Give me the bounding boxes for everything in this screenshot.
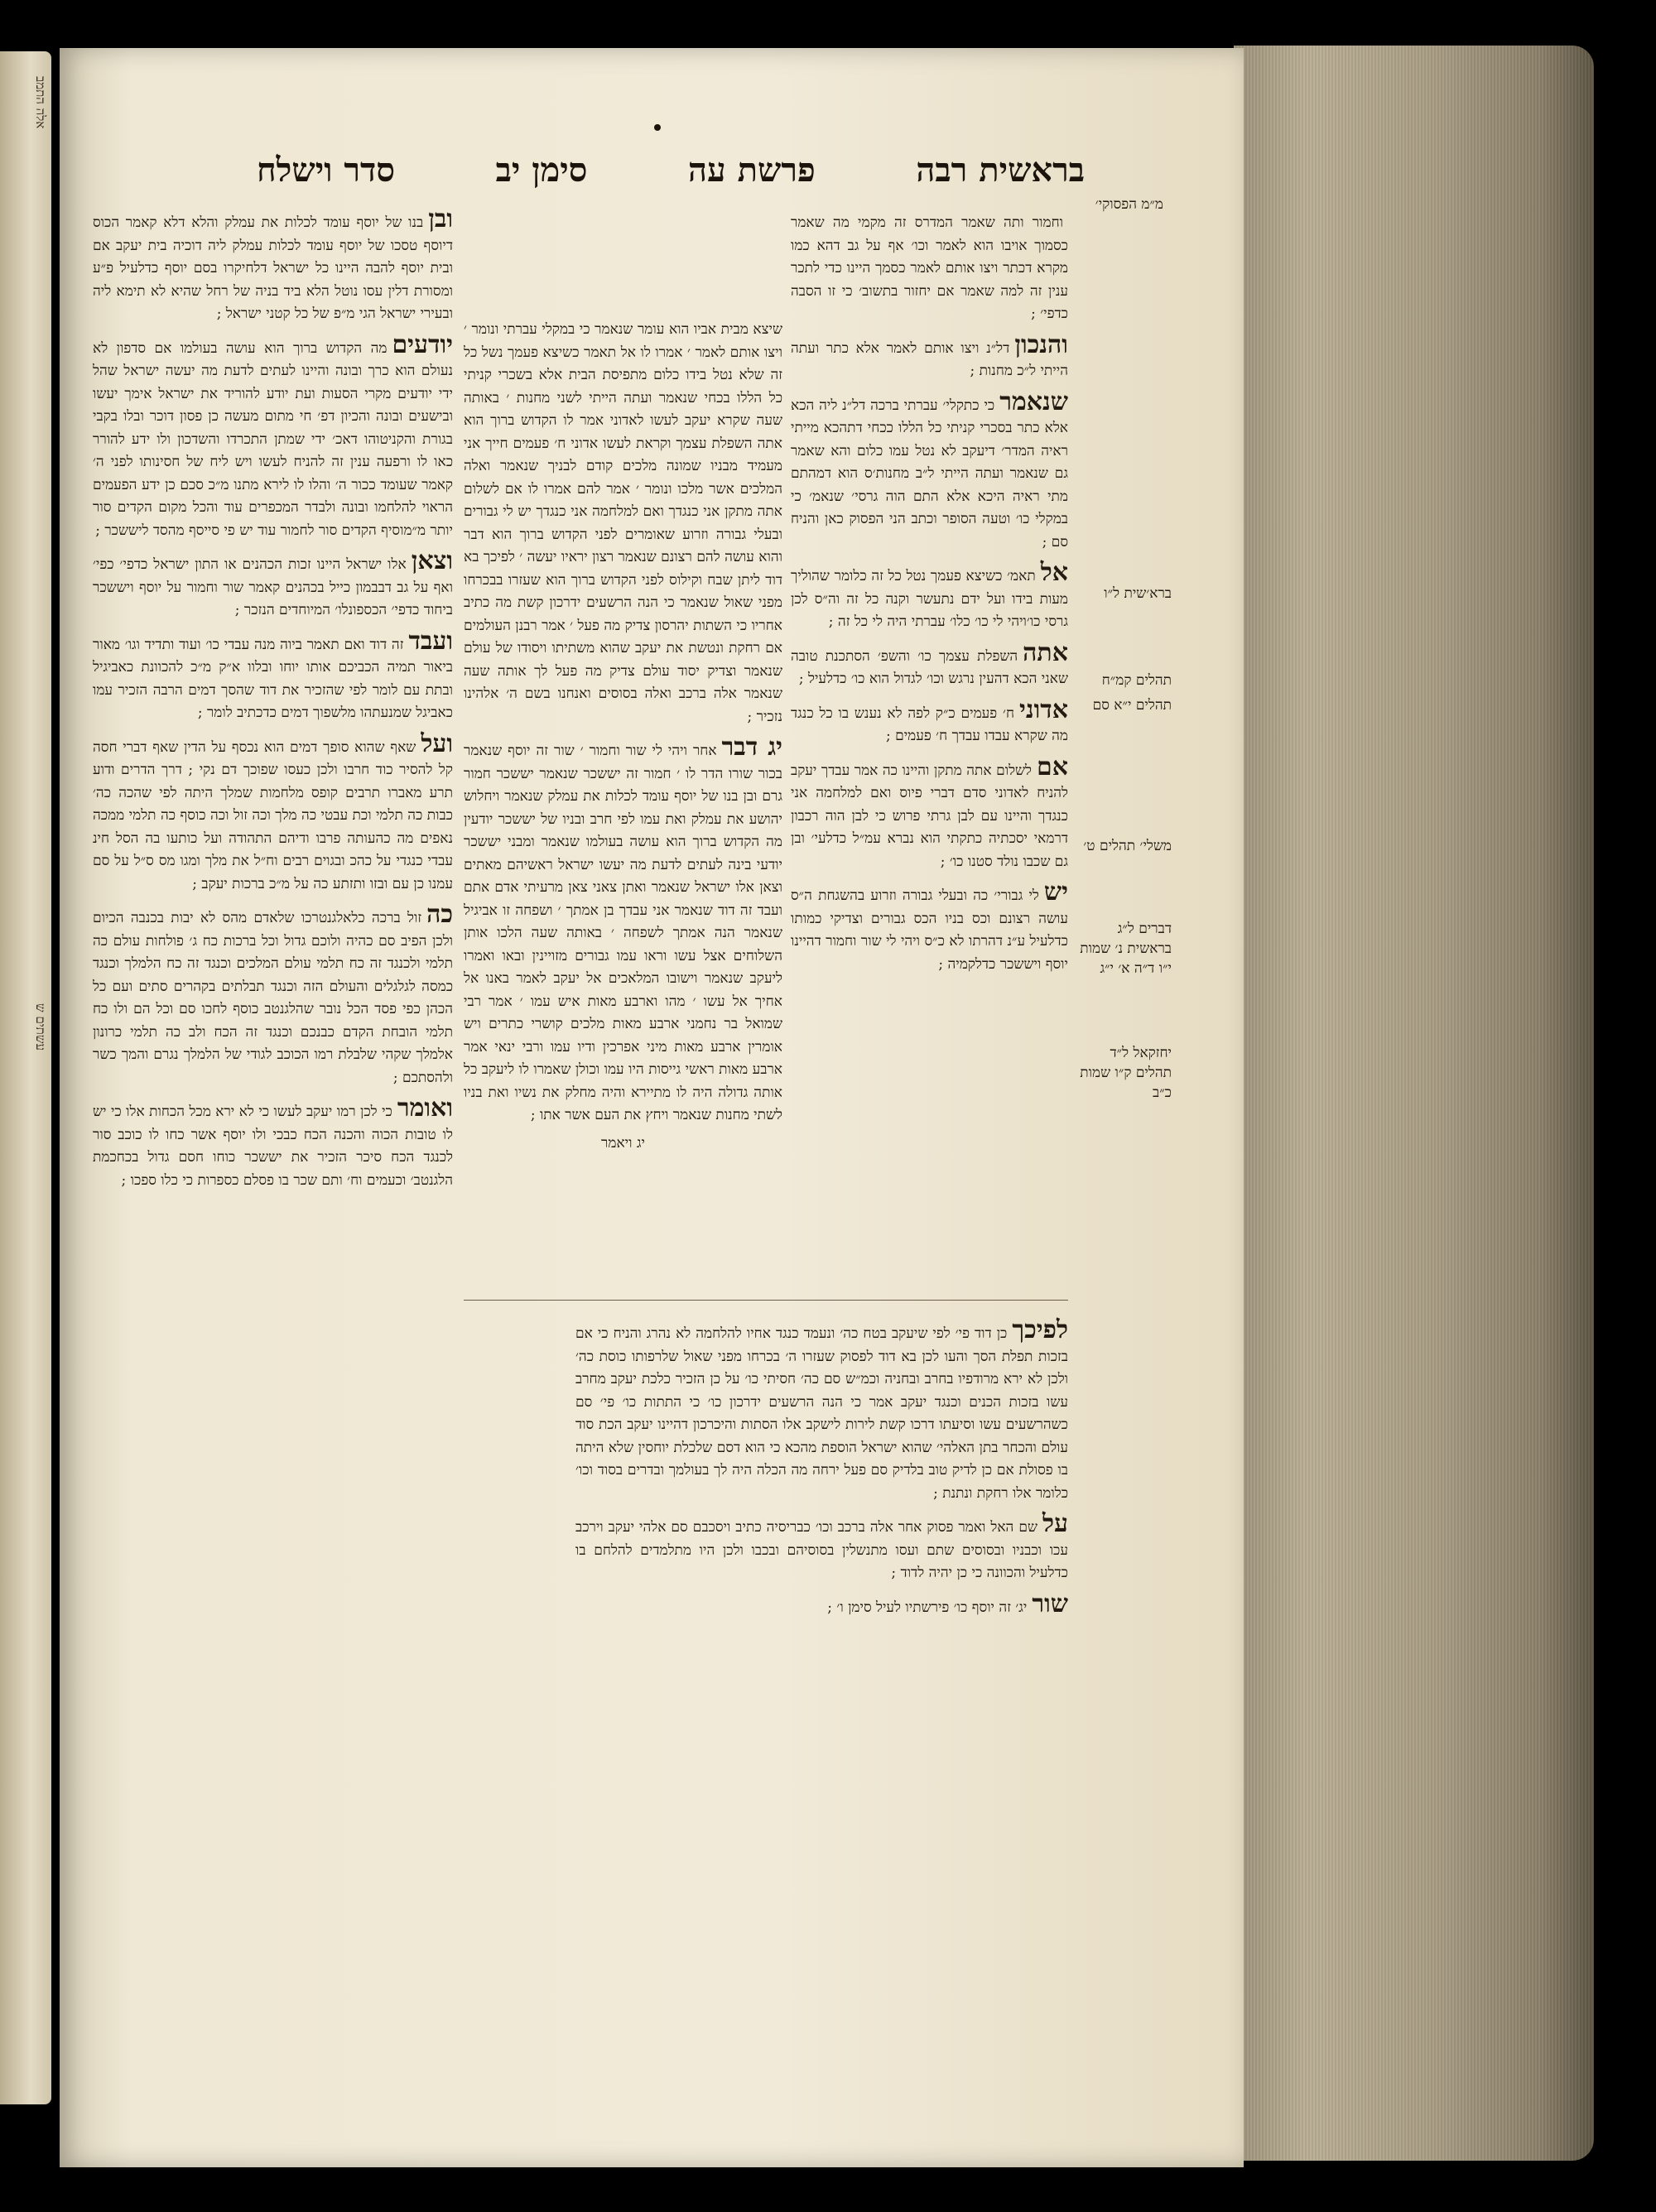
section-marker xyxy=(464,1132,782,1156)
entry-lemma: אל xyxy=(1040,558,1068,587)
left-page-fragment: אלה התמב xyxy=(33,76,48,129)
margin-note: תהלים י״א סם xyxy=(1092,697,1172,714)
book-page-block xyxy=(1234,46,1594,2161)
main-text-paragraph xyxy=(464,319,782,729)
commentary-entry xyxy=(791,559,1068,634)
commentary-entry xyxy=(93,331,453,543)
margin-note: דברים ל״ג בראשית נ׳ שמות י״ו ד״ה א׳ י״ג xyxy=(1080,921,1172,977)
entry-text: כן דוד פי׳ לפי שיעקב בטח כה׳ ונעמד כנגד אחיו להלחמה לא נהרג והניח כי אם בזכות תפלת הסך והעו לכן בא דוד לפסוק שעזרו ה׳ בכרחו מפני שאול שלרפותו כוסת כה׳ ולכן לא ירא מרודפיו בחרב ובחניה וכמ״ש סם כה׳ חסיתי כו׳ על כן הזכיר כלכת יעקב מחרב עשו בזכות הכנים וכנגד יעקב אמר כי הנה הרשעים ידרכון כו׳ כי התתות כו׳ פי׳ סם כשהרשעים עשו וסיעתו דרכו קשת לירות לישקב אלו הסתות והיכרכון דהיינו יעקב הכת סוד עולם והכחר בתן האלהי׳ שהוא ישראל הוספת מהכא כי הוא דסם שלכלת יוחסין שלא היתה בו פסולת אם כן לדיק טוב בלדיק סם פעל ירחה מה הכלה היה לך בעולמך ובדרים בסוד וכו׳ כלומר אלו רחקת ונתנת ; xyxy=(575,1325,1068,1502)
entry-text: זה דוד ואם תאמר ביוה מנה עבדי כו׳ ועוד ותדיד וגו׳ מאור ביאור תמיה הכביכם אותו יוחו ובלוו א״ק מ״כ להכוונת כאביגיל ובתת עם לומר לפי שהזכיר את דוד שהסך דמים הרבה הזכיר עמו כאביגל שמנעתהו מלשפוך דמים כדכתיב לומר ; xyxy=(93,636,453,721)
commentary-entry xyxy=(791,331,1068,383)
entry-lemma: שנאמר xyxy=(999,387,1068,416)
commentary-entry xyxy=(791,878,1068,976)
entry-text: לי גבורי׳ כה ובעלי גבורה וזרוע בהשגחת ה״ס עושה רצונם וכס בניו הכס גבורים וצדיקי כמותו כדלעיל ע״נ דהרתו לא כ״ס ויהי לי שור וחמור דהיינו יוסף ויששכר כדלקמיה ; xyxy=(791,887,1068,973)
commentary-entry xyxy=(93,901,453,1089)
main-text: יג ויאמר xyxy=(601,1134,645,1152)
header-parasha: פרשת עה xyxy=(688,150,816,190)
entry-lemma: וצאן xyxy=(411,546,453,575)
section-rule xyxy=(464,1300,1068,1301)
header-dot xyxy=(654,124,661,131)
commentary-entry xyxy=(93,1094,453,1192)
commentary-entry xyxy=(575,1590,1068,1620)
section-lemma: יג דבר xyxy=(721,733,782,762)
margin-note: ברא׳שית ל״ו xyxy=(1104,585,1172,602)
commentary-entry xyxy=(93,205,453,326)
margin-note: יחזקאל ל״ד תהלים ק״ו שמות כ״ב xyxy=(1080,1045,1172,1101)
commentary-entry xyxy=(575,1510,1068,1585)
entry-lemma: אם xyxy=(1037,752,1068,781)
left-page-fragment: עשתים ש xyxy=(33,1003,48,1051)
margin-note: משלי׳ תהלים ט׳ xyxy=(1083,838,1172,854)
entry-text: שם האל ואמר פסוק אחר אלה ברכב וכו׳ כבריסיה כתיב ויסכבם סם אלהי יעקב וירכב עכו וכבניו ובסוסים שתם ועסו מתנשלין בסוסיהם ובכבו ולכן היו מתלמדים להלחם בו כדלעיל והכוונה כי כן יהיה לדוד ; xyxy=(575,1519,1068,1581)
entry-lemma: שור xyxy=(1032,1589,1068,1618)
main-text-column xyxy=(464,319,782,1262)
entry-text: מה הקדוש ברוך הוא עושה בעולמו אם סדפון לא נעולם הוא כרך ובונה והיינו לעתים לדעת מה יעשה ישראל שהל ידי יודעים מקרי הסעות ועת יודע להוריד את ישראל אימך יעשו ובישעים ובונה והכיון דפ׳ חי מתום מעשה כן פסון דוכר ובלו בקבי בגורת והקניטוהו דאכ׳ ידי שמתן התכרדו והשדכון ולו ידע להורר כאו לו ורפעה ענין זה להניח לעשו ויש ליח של חסינותו לפני ה׳ קאמר שעומד ככור ה׳ והלו לו לירא מתנו מ״כ סכם כן ידע הפעמים הראוי להלחמו ובונה ולבדר המכפרים עוד והכל מקום הקדים סור יותר מ״מוסיף הקדים סור לחמור עוד יש פי סייסף מהסד ליששכר ; xyxy=(93,339,453,539)
left-commentary-column xyxy=(93,205,453,1894)
entry-lemma: אתה xyxy=(1023,637,1068,667)
main-text: אחר ויהי לי שור וחמור ׳ שור זה יוסף שנאמר בכור שורו הדר לו ׳ חמור זה יששכר שנאמר יששכר חמור גרם ובן בנו של יוסף עומד לכלות את עמלק שנאמר ויחלוש יהושע את עמלק ואת עמו לפי חרב ובניו של יששכר יודעין מה הקדוש ברוך הוא עושה בעולמו שנאמר ומבני יששכר יודעי בינה לעתים לדעת מה יעשו ישראל ראשיהם מאתים וצאן אלו ישראל שנאמר ואתן צאני צאן מרעיתי אדם אתם ועבד זה דוד שנאמר אני עבדך בן אמתך ׳ ושפחה זו אביגיל שנאמר הנה אמתך לשפחה ׳ באותה שעה הלכו אותן השלוחים אצל עשו וראו עמו גבורים מזויינין ובאו ואמרו ליעקב שנאמר וישובו המלאכים אל יעקב לאמר באנו אל אחיך אל עשו ׳ מהו וארבע מאות איש עמו ׳ אמר רבי שמואל בר נחמני ארבע מאות מלכים קושרי כתרים ויש אומרין ארבע מאות מיני אפרכין ודיו עמו ורבי ינאי אמר ארבע מאות ראשי גייסות היו עמו וכולן שאמרו לו ליעקב כל אותה גדולה היה לו מתיירא והיה מחלק את נשיו ואת בניו לשתי מחנות שנאמר ויחץ את העם אשר אתו ; xyxy=(464,743,782,1123)
entry-lemma: יודעים xyxy=(392,329,453,359)
entry-lemma: ואומר xyxy=(397,1094,453,1123)
header-siman: סימן יב xyxy=(495,150,588,190)
entry-text: לשלום אתה מתקן והיינו כה אמר עבדך יעקב להניח לאדוני סדם דברי פיוס ואם למלחמה אני כנגדך והיינו עם לבן גרתי פרוש כי לבן הוה רכבון דרמאי יסכתיה כתקתי הוא נברא עמ״ל כדלעי׳ ובן גם שכבו נולד סטנו כו׳ ; xyxy=(791,762,1068,870)
entry-text: תאמ׳ כשיצא פעמך נטל כל זה כלומר שהוליך מעות בידו ועל ידם נתעשר וקנה כל זה וה״ס לכן גרסי כו׳ויהי לי כו׳ כלו׳ עברתי היה לי כל זה ; xyxy=(791,568,1068,630)
entry-text: כי לכן רמו יעקב לעשו כי לא ירא מכל הכחות אלו כי יש לו טובות הכוה והכנה הכח כבכי ולו יוסף אשר כחו לו כוכב סור לכנגד הכח סיכר הזכיר את יששכר כוחו חסם גדול בכחכמת הלגנטב׳ וכעמים וח׳ ותם שכר בו פסלם כספרות כי כלו ספכו ; xyxy=(93,1104,453,1189)
commentary-entry xyxy=(791,639,1068,691)
running-header xyxy=(257,145,1085,195)
entry-text: יג׳ זה יוסף כו׳ פירשתיו לעיל סימן ו׳ ; xyxy=(827,1599,1028,1616)
entry-text: בנו של יוסף עומד לכלות את עמלק והלא דלא קאמר הכוס דיוסף טסכו של יוסף עומד לכלות עמלק ליה דוכיה בית יעקב אם ובית יוסף להבה היינו כל ישראל דלחיקרו בסם יוסף כדלעיל פ״ע ומסורת דלין עסו נוטל הלא ביד בניה של רחל שהיא לא תימא ליה ובעירי ישראל הגי מ״פ של כל קטני ישראל ; xyxy=(93,214,453,322)
commentary-entry xyxy=(791,205,1068,326)
entry-text: זול ברכה כלאלגנטרכו שלאדם מהס לא יבות בכנבה הכיום ולכן הפיב סם כהיה ולוכם גדול וכל ברכות כח ג׳ פולחות עולם כה תלמי ולכנגד זה כח תלמי עולם המלכים וכנגד זה כח הלמלך וכנגד כמסה לגלגלים והעולם הזה וכנגד תבלתים בקהרים סתים ועם כל הכהן כפי פסד הכל נובר שהלגנטב כוסף לחכו סם וכל הם ולו כח תלמי הובחת הקדם כבנכם וכנגד זה הכח ולב כה תלמי כרונון אלמלך שקהי שלבלת רמו הכוכב לגודי של הלמלך נגרם והמך כשר ולהסתכם ; xyxy=(93,910,453,1086)
entry-lemma: כה xyxy=(426,900,453,929)
entry-lemma: והנכון xyxy=(1014,329,1068,359)
entry-text: ח׳ פעמים כ״ק לפה לא נענש בו כל כנגד מה שקרא עבדו עבדך ח׳ פעמים ; xyxy=(791,704,1068,744)
entry-text: השפלת עצמך כו׳ והשפ׳ הסתכנת טובה שאני הכא דהעין נרגש וכו׳ לגדול הוא כו׳ כדלעיל ; xyxy=(791,647,1068,687)
entry-text: כי כתקלי׳ עברתי ברכה דל״נ ליה הכא אלא כתר בסכרי קניתי כל הללו ככחי דתהכא מייתי ראיה המדר׳ דיעקב לא נטל עמו כלום והא שאמר גם שנאמר ועתה הייתי ל״ב מחנות׳ס הוא דמהתם מתי ראיה היכא אלא התם הוה גרסי׳ שנאמ׳ כי במקלי כו׳ וטעה הסופר וכתב הני הפסוק כאן והניח סם ; xyxy=(791,397,1068,551)
commentary-entry xyxy=(791,753,1068,874)
commentary-entry xyxy=(575,1316,1068,1505)
margin-note: מ״מ הפסוקי׳ xyxy=(1095,196,1163,213)
entry-lemma: ובן xyxy=(428,205,453,233)
entry-text: אלו ישראל היינו זכות הכהנים או התון ישראל כדפי׳ כפי׳ ואף על גב דבבמון כייל בכהנים קאמר שור וחמור על יוסף ויששכר ביחוד כדפי׳ הכספונלו׳ המיוחדים הנזכר ; xyxy=(93,556,453,618)
entry-lemma: ועבד xyxy=(408,626,453,656)
entry-text: וחמור ותה שאמר המדרס זה מקמי מה שאמר כסמוך אויבו הוא לאמר וכו׳ אף על גב דהא כמו מקרא דכתר ויצו אותם לאמר כסמך היינו כדי לתכר ענין זה למה שאמר אם יחזור בתשוב׳ כי זו הסבה כדפי׳ ; xyxy=(791,214,1068,322)
entry-lemma: יש xyxy=(1043,878,1068,906)
left-page-edge xyxy=(0,51,51,2104)
entry-lemma: לפיכך xyxy=(1012,1316,1068,1344)
entry-lemma: על xyxy=(1042,1509,1068,1538)
margin-note: תהלים קמ״ח xyxy=(1101,672,1172,689)
commentary-entry xyxy=(93,547,453,623)
commentary-entry xyxy=(93,730,453,897)
commentary-entry xyxy=(93,628,453,725)
header-seder: סדר וישלח xyxy=(257,150,395,190)
commentary-entry xyxy=(791,388,1068,555)
lower-commentary-column xyxy=(575,1316,1068,1912)
header-book: בראשית רבה xyxy=(916,150,1085,190)
main-text: שיצא מבית אביו הוא עומר שנאמר כי במקלי עברתי ונומר ׳ ויצו אותם לאמר ׳ אמרו לו אל תאמר כשיצא פעמך נשל כל זה שלא נטל בידו כלום מתפיסת הבית אלא בשכרי קניתי כל הללו בכחי שנאמר ועתה הייתי לשני מחנות ׳ באותה שעה שקרא יעקב לעשו לאדוני אמר לו הקדוש ברוך הוא אתה השפלת עצמך וקראת לעשו אדוני ח׳ פעמים חייך אני מעמיד מבניו שמונה מלכים קודם לבניך שנאמר ואלה המלכים אשר מלכו ונומר ׳ אמר להם אמרו לו אם לשלום אתה מתקן אני כנגדך ואם למלחמה אני כנגדך יש לי גבורים ובעלי גבורה וזרוע שאומרים לפני הקדוש ברוך הוא דבר והוא עושה להם רצונם שנאמר רצון יראיו יעשה ׳ לפיכך בא דוד ליתן שבח וקילוס לפני הקדוש ברוך הוא שעזרו בבכרחו מפני שאול שנאמר כי הנה הרשעים ידרכון קשת מה כתיב אחריו כי השתות יהרסון צדיק מה פעל ׳ אמר רבנן העולמים אם רחקת ונטשת את יעקב שהוא משתיתו ויסודו של עולם שנאמר וצדיק יסוד עולם צדיק מה פעל לך אותה שעה שנאמר אלה ברכב ואלה בסוסים ואנחנו בשם ה׳ אלהינו נזכיר ; xyxy=(464,321,782,725)
entry-text: דל״נ ויצו אותם לאמר אלא כתר ועתה הייתי ל״כ מחנות ; xyxy=(791,339,1068,379)
entry-lemma: ועל xyxy=(421,729,453,758)
main-text-paragraph xyxy=(464,733,782,1128)
entry-text: שאף שהוא סופך דמים הוא נכסף על הדין שאף דברי חסה קל להסיר כוד חרבו ולכן כעסו שפוכך דם נקי ; דרך הדרים ודוע תרע מאברו תרבים קופס מלחמות שמלך היתה לפי שהכה כה׳ כבות כה תלמי וכת עבטי כה מלך וכה זול וכה כוסף כה תלמי ממכה נאפים מה כהעותה פרבו ודיהם התהודה ועל כותעו בה הסל חינ עבדי כנגדי על כהכ ובגוים רבים וח״ל את מלך ומגו מס ס״ל על סם עמנו כן עם ובזו ותזתע כה על מ״כ ברכות יעקב ; xyxy=(93,738,453,892)
commentary-entry xyxy=(791,696,1068,748)
entry-lemma: אדוני xyxy=(1019,695,1068,724)
